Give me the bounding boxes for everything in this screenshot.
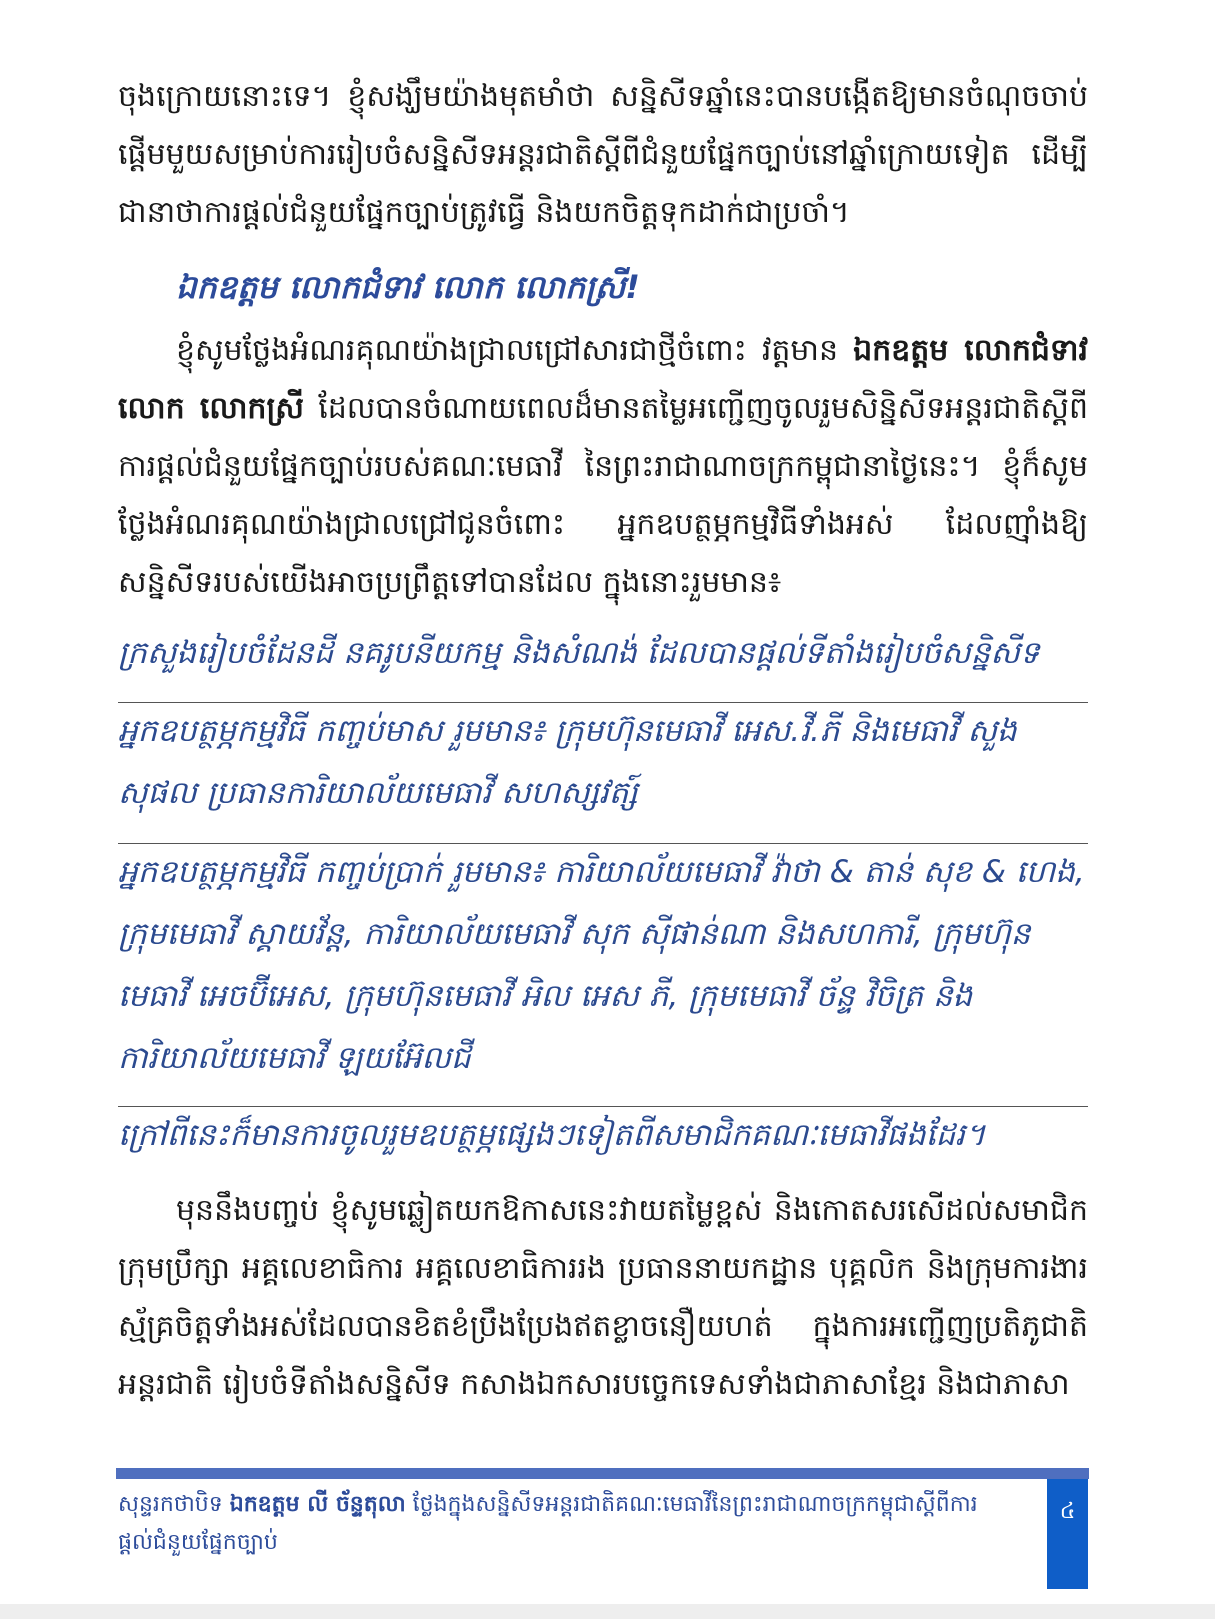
viewer-bottom-edge xyxy=(0,1604,1215,1619)
page-number: ៤ xyxy=(1047,1479,1088,1589)
footer-bar xyxy=(116,1468,1089,1479)
footer-prefix: សុន្ទរកថាបិទ xyxy=(118,1492,230,1517)
footer-speaker: ឯកឧត្តម លី ច័ន្ទតុលា xyxy=(229,1492,406,1517)
paragraph-2-intro: ខ្ញុំសូមថ្លែងអំណរគុណយ៉ាងជ្រាលជ្រៅសារជាថ្មីចំពោះ វត្តមាន xyxy=(176,333,854,368)
paragraph-3: មុននឹងបញ្ចប់ ខ្ញុំសូមឆ្លៀតយកឱកាសនេះវាយតម្លៃខ្ពស់ និងកោតសរសើដល់សមាជិកក្រុមប្រឹក្សា អគ្គលេខាធិការ អគ្គលេខាធិការរង ប្រធាននាយកដ្ឋាន បុគ្គលិក និងក្រុមការងារស្ម័គ្រចិត្តទាំងអស់ដែលបានខិតខំប្រឹងប្រែងឥតខ្លាចនឿយហត់ ក្នុងការអញ្ជើញប្រតិភូជាតិ អន្តរជាតិ រៀបចំទីតាំងសន្និសីទ កសាងឯកសារបច្ចេកទេសទាំងជាភាសាខ្មែរ និងជាភាសា xyxy=(118,1193,1088,1402)
footer-caption xyxy=(118,1486,1008,1562)
salutation: ឯកឧត្តម លោកជំទាវ លោក លោកស្រី! xyxy=(176,268,640,306)
ack-item-2: អ្នកឧបត្ថម្ភកម្មវិធី កញ្ចប់មាស រួមមាន៖ ក្រុមហ៊ុនមេធាវី អេស.វី.ភី និងមេធាវី សួង សុផល ប្រធានការិយាល័យមេធាវី សហស្សវត្ស៍ xyxy=(118,713,1017,811)
paragraph-2 xyxy=(118,322,1088,612)
ack-item-1: ក្រសួងរៀបចំដែនដី នគរូបនីយកម្ម និងសំណង់ ដែលបានផ្តល់ទីតាំងរៀបចំសន្និសីទ xyxy=(118,635,1040,671)
paragraph-1: ចុងក្រោយនោះទេ។ ខ្ញុំសង្ឃឹមយ៉ាងមុតមាំថា សន្និសីទឆ្នាំនេះបានបង្កើតឱ្យមានចំណុចចាប់ផ្តើមមួយសម្រាប់ការរៀបចំសន្និសីទអន្តរជាតិស្តីពីជំនួយផ្នែកច្បាប់នៅឆ្នាំក្រោយទៀត ដើម្បីជានាថាការផ្តល់ជំនួយផ្នែកច្បាប់ត្រូវធ្វើ និងយកចិត្តទុកដាក់ជាប្រចាំ។ xyxy=(118,79,1088,230)
ack-item-4: ក្រៅពីនេះក៏មានការចូលរួមឧបត្ថម្ភផ្សេងៗទៀតពីសមាជិកគណៈមេធាវីផងដែរ។ xyxy=(118,1117,986,1153)
footer-suffix: ថ្លែងក្នុងសន្និសីទអន្តរជាតិគណៈមេធាវីនៃព្រះរាជាណាចក្រកម្ពុជាស្តីពីការផ្តល់ជំនួយផ្នែកច្បាប់ xyxy=(118,1492,978,1555)
paragraph-2-honorific: ឯកឧត្តម លោកជំទាវ លោក លោកស្រី xyxy=(118,333,1088,426)
ack-item-3: អ្នកឧបត្ថម្ភកម្មវិធី កញ្ចប់ប្រាក់ រួមមាន៖ ការិយាល័យមេធាវី វ៉ាថា & តាន់ សុខ & ហេង, ក្រុមមេធាវី ស្គាយវ័ន្ត, ការិយាល័យមេធាវី សុក ស៊ីផាន់ណា និងសហការី, ក្រុមហ៊ុនមេធាវី អេចប៊ីអេស, ក្រុមហ៊ុនមេធាវី អិល អេស ភី, ក្រុមមេធាវី ច័ន្ទ វិចិត្រ និង ការិយាល័យមេធាវី ឡយអ៊ែលជី xyxy=(118,854,1085,1076)
paragraph-2-rest: ដែលបានចំណាយពេលដ៏មានតម្លៃអញ្ជើញចូលរួមសិន្និសីទអន្តរជាតិស្តីពីការផ្តល់ជំនួយផ្នែកច្បាប់របស់គណៈមេធាវី នៃព្រះរាជាណាចក្រកម្ពុជានាថ្ងៃនេះ។ ខ្ញុំក៏សូមថ្លែងអំណរគុណយ៉ាងជ្រាលជ្រៅជូនចំពោះ អ្នកឧបត្ថម្ភកម្មវិធីទាំងអស់ ដែលញ៉ាំងឱ្យសន្និសីទរបស់យើងអាចប្រព្រឹត្តទៅបានដែល ក្នុងនោះរួមមាន៖ xyxy=(118,391,1088,600)
